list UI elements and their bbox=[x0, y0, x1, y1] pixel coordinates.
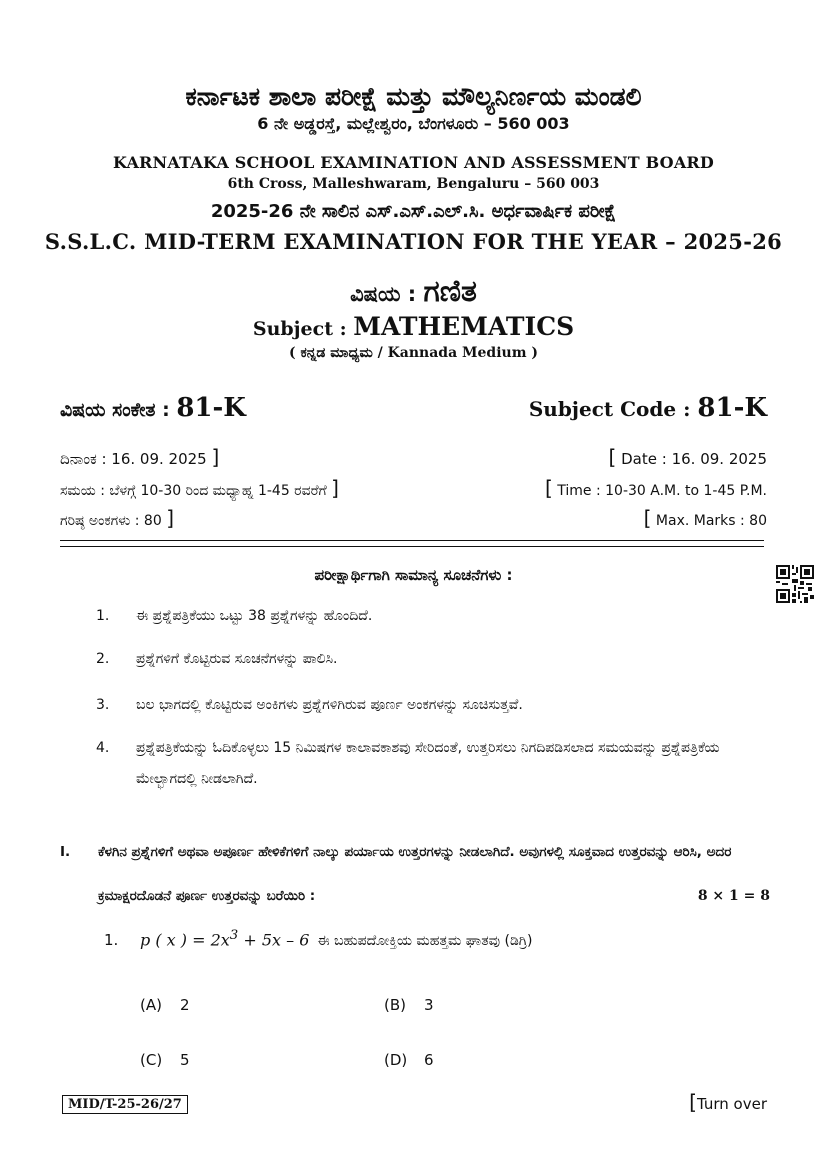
instruction-number: 2. bbox=[96, 651, 110, 667]
section-number: I. bbox=[60, 844, 71, 860]
question-text: ಈ ಬಹುಪದೋಕ್ತಿಯ ಮಹತ್ತಮ ಘಾತವು (ಡಿಗ್ರಿ) bbox=[317, 933, 533, 950]
section-marks: 8 × 1 = 8 bbox=[697, 888, 770, 904]
subject-label-kannada: ವಿಷಯ : bbox=[350, 282, 424, 306]
instruction-item bbox=[96, 644, 776, 675]
date-kannada-text: ದಿನಾಂಕ : 16. 09. 2025 bbox=[60, 450, 207, 468]
instruction-text: ಬಲ ಭಾಗದಲ್ಲಿ ಕೊಟ್ಟಿರುವ ಅಂಕಿಗಳು ಪ್ರಶ್ನೆಗಳಿಗಿರುವ ಪೂರ್ಣ ಅಂಕಗಳನ್ನು ಸೂಚಿಸುತ್ತವೆ. bbox=[136, 697, 523, 713]
paper-code: MID/T-25-26/27 bbox=[62, 1095, 188, 1114]
instruction-text: ಪ್ರಶ್ನೆಗಳಿಗೆ ಕೊಟ್ಟಿರುವ ಸೂಚನೆಗಳನ್ನು ಪಾಲಿಸಿ. bbox=[136, 651, 338, 667]
time-english bbox=[545, 476, 767, 500]
date-english-text: Date : 16. 09. 2025 bbox=[621, 450, 767, 468]
bracket-left: [ bbox=[689, 1090, 697, 1114]
subject-kannada bbox=[0, 274, 827, 309]
expression-rest: + 5x – 6 bbox=[238, 930, 310, 950]
instruction-item bbox=[96, 733, 776, 795]
instruction-item bbox=[96, 690, 776, 721]
subject-code-english bbox=[529, 393, 767, 423]
polynomial-expression bbox=[140, 928, 309, 949]
instruction-item bbox=[96, 601, 776, 632]
medium-label: ( ಕನ್ನಡ ಮಾಧ್ಯಮ / Kannada Medium ) bbox=[288, 345, 539, 361]
expression-exponent: 3 bbox=[229, 928, 239, 943]
subject-code-kannada bbox=[60, 393, 246, 423]
subject-code-label-kannada: ವಿಷಯ ಸಂಕೇತ : bbox=[60, 399, 177, 421]
subject-value-english: MATHEMATICS bbox=[353, 312, 575, 341]
option-label: (D) bbox=[384, 1051, 408, 1069]
question-number: 1. bbox=[104, 931, 119, 950]
turn-over-note bbox=[689, 1090, 767, 1114]
option-label: (B) bbox=[384, 996, 406, 1014]
marks-kannada bbox=[60, 506, 174, 530]
expression-lhs: p ( x ) = 2x bbox=[140, 930, 230, 950]
divider-line bbox=[60, 546, 764, 547]
bracket-right: ] bbox=[331, 476, 339, 500]
time-english-text: Time : 10-30 A.M. to 1-45 P.M. bbox=[557, 483, 767, 499]
exam-title-english: S.S.L.C. MID-TERM EXAMINATION FOR THE YEAR – 2025-26 bbox=[44, 229, 783, 254]
option-a bbox=[140, 996, 190, 1014]
question-1 bbox=[104, 928, 533, 949]
section-heading bbox=[60, 830, 770, 918]
subject-label-english: Subject : bbox=[252, 318, 354, 340]
section-instruction bbox=[98, 830, 770, 918]
subject-code-label-english: Subject Code : bbox=[528, 397, 698, 421]
instructions-title: ಪರೀಕ್ಷಾರ್ಥಿಗಾಗಿ ಸಾಮಾನ್ಯ ಸೂಚನೆಗಳು : bbox=[314, 566, 513, 584]
board-address-kannada: 6 ನೇ ಅಡ್ಡರಸ್ತೆ, ಮಲ್ಲೇಶ್ವರಂ, ಬೆಂಗಳೂರು – 560 003 bbox=[257, 114, 570, 133]
board-name-english: KARNATAKA SCHOOL EXAMINATION AND ASSESSMENT BOARD bbox=[112, 153, 715, 172]
turn-over-text: Turn over bbox=[696, 1095, 767, 1113]
date-kannada bbox=[60, 445, 219, 469]
exam-title-kannada: 2025-26 ನೇ ಸಾಲಿನ ಎಸ್.ಎಸ್.ಎಲ್.ಸಿ. ಅರ್ಧವಾರ್ಷಿಕ ಪರೀಕ್ಷೆ bbox=[210, 201, 617, 222]
instruction-text: ಪ್ರಶ್ನೆಪತ್ರಿಕೆಯನ್ನು ಓದಿಕೊಳ್ಳಲು 15 ನಿಮಿಷಗಳ ಕಾಲಾವಕಾಶವು ಸೇರಿದಂತೆ, ಉತ್ತರಿಸಲು ನಿಗದಿಪಡಿಸಲಾದ ಸಮಯವನ್ನು ಪ್ರಶ್ನೆಪತ್ರಿಕೆಯ ಮೇಲ್ಭಾಗದಲ್ಲಿ ನೀಡಲಾಗಿದೆ. bbox=[136, 740, 720, 787]
option-value: 3 bbox=[424, 996, 434, 1014]
instruction-number: 3. bbox=[96, 697, 110, 713]
option-d bbox=[384, 1051, 434, 1069]
date-english bbox=[609, 445, 767, 469]
date-row bbox=[60, 445, 767, 469]
time-kannada-text: ಸಮಯ : ಬೆಳಗ್ಗೆ 10-30 ರಿಂದ ಮಧ್ಯಾಹ್ನ 1-45 ರವರೆಗೆ bbox=[60, 483, 327, 499]
section-instruction-text: ಕೆಳಗಿನ ಪ್ರಶ್ನೆಗಳಿಗೆ ಅಥವಾ ಅಪೂರ್ಣ ಹೇಳಿಕೆಗಳಿಗೆ ನಾಲ್ಕು ಪರ್ಯಾಯ ಉತ್ತರಗಳನ್ನು ನೀಡಲಾಗಿದೆ. ಅವುಗಳಲ್ಲಿ ಸೂಕ್ತವಾದ ಉತ್ತರವನ್ನು ಆರಿಸಿ, ಅದರ ಕ್ರಮಾಕ್ಷರದೊಡನೆ ಪೂರ್ಣ ಉತ್ತರವನ್ನು ಬರೆಯಿರಿ : bbox=[98, 844, 732, 904]
option-value: 6 bbox=[424, 1051, 434, 1069]
option-value: 2 bbox=[180, 996, 190, 1014]
subject-code-row bbox=[60, 393, 767, 423]
divider-line bbox=[60, 540, 764, 541]
instruction-number: 4. bbox=[96, 740, 110, 756]
bracket-right: ] bbox=[166, 506, 174, 530]
marks-row bbox=[60, 506, 767, 530]
marks-kannada-text: ಗರಿಷ್ಠ ಅಂಕಗಳು : 80 bbox=[60, 513, 162, 529]
subject-english bbox=[0, 312, 827, 341]
time-kannada bbox=[60, 476, 339, 500]
board-name-kannada: ಕರ್ನಾಟಕ ಶಾಲಾ ಪರೀಕ್ಷೆ ಮತ್ತು ಮೌಲ್ಯನಿರ್ಣಯ ಮಂಡಲಿ bbox=[185, 82, 642, 111]
time-row bbox=[60, 476, 767, 500]
bracket-left: [ bbox=[608, 445, 617, 469]
instruction-text: ಈ ಪ್ರಶ್ನೆಪತ್ರಿಕೆಯು ಒಟ್ಟು 38 ಪ್ರಶ್ನೆಗಳನ್ನು ಹೊಂದಿದೆ. bbox=[136, 608, 373, 624]
marks-english-text: Max. Marks : 80 bbox=[655, 513, 767, 529]
instruction-number: 1. bbox=[96, 608, 110, 624]
subject-value-kannada: ಗಣಿತ bbox=[423, 274, 477, 309]
subject-code-value-english: 81-K bbox=[697, 393, 767, 423]
bracket-left: [ bbox=[544, 476, 553, 500]
bracket-left: [ bbox=[643, 506, 652, 530]
option-c bbox=[140, 1051, 190, 1069]
option-value: 5 bbox=[180, 1051, 190, 1069]
option-label: (C) bbox=[140, 1051, 163, 1069]
subject-code-value-kannada: 81-K bbox=[176, 393, 246, 423]
marks-english bbox=[644, 506, 767, 530]
option-b bbox=[384, 996, 434, 1014]
option-label: (A) bbox=[140, 996, 162, 1014]
board-address-english: 6th Cross, Malleshwaram, Bengaluru – 560 003 bbox=[227, 176, 600, 192]
bracket-right: ] bbox=[211, 445, 220, 469]
